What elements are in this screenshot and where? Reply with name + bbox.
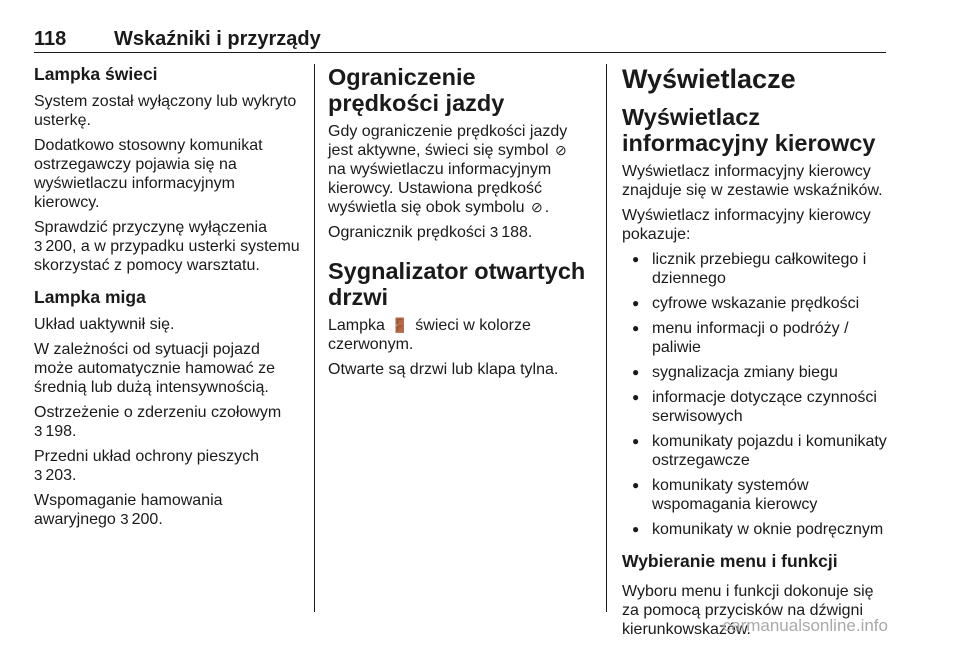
list-item: ● komunikaty w oknie podręcznym [622, 520, 890, 539]
page-ref-icon: 3 [34, 423, 43, 440]
paragraph: Wyświetlacz informacyjny kierowcy znajduje się w zestawie wskaźników. [622, 163, 883, 199]
column-3 [622, 64, 890, 645]
list-item: ● sygnalizacja zmiany biegu [622, 363, 890, 382]
speed-limiter-icon: ⊘ [530, 199, 543, 215]
heading-wybieranie-menu: Wybieranie menu i funkcji [622, 551, 838, 571]
paragraph: Sprawdzić przyczynę wyłączenia 3 200, a w przypadku usterki systemu skorzystać z pomocy warsztatu. [34, 219, 300, 274]
heading-wyswietlacze: Wyświetlacze [622, 64, 796, 94]
door-open-icon: 🚪 [391, 317, 409, 333]
speed-limiter-icon: ⊘ [554, 142, 567, 158]
page-ref-link[interactable]: 198. [45, 423, 77, 440]
paragraph: Ogranicznik prędkości 3 188. [328, 224, 533, 241]
column-2 [328, 64, 590, 385]
heading-lampka-swieci: Lampka świeci [34, 64, 158, 84]
list-item: ● licznik przebiegu całkowitego i dziennego [622, 250, 890, 288]
heading-ograniczenie: Ograniczenie prędkości jazdy [328, 64, 505, 116]
paragraph: W zależności od sytuacji pojazd może automatycznie hamować ze średnią lub dużą intensywnością. [34, 341, 275, 396]
heading-wyswietlacz-informacyjny: Wyświetlacz informacyjny kierowcy [622, 104, 876, 156]
page-number: 118 [34, 28, 67, 50]
column-divider-1 [314, 64, 315, 612]
list-item: ● komunikaty systemów wspomagania kierowcy [622, 476, 890, 514]
list-item: ● cyfrowe wskazanie prędkości [622, 294, 890, 313]
page-ref-link[interactable]: 188. [501, 224, 533, 241]
heading-drzwi: Sygnalizator otwartych drzwi [328, 258, 586, 310]
paragraph: Lampka 🚪 świeci w kolorze czerwonym. [328, 317, 531, 353]
column-divider-2 [606, 64, 607, 612]
paragraph: Przedni układ ochrony pieszych 3 203. [34, 448, 260, 484]
heading-lampka-miga: Lampka miga [34, 287, 146, 307]
page-ref-link[interactable]: 200, a w przypadku usterki systemu skorzystać z pomocy warsztatu. [34, 238, 300, 274]
paragraph: Wyboru menu i funkcji dokonuje się za pomocą przycisków na dźwigni kierunkowskazów. [622, 583, 874, 638]
list-item: ● komunikaty pojazdu i komunikaty ostrzegawcze [622, 432, 890, 470]
list-item: ● menu informacji o podróży / paliwie [622, 319, 890, 357]
paragraph: System został wyłączony lub wykryto usterkę. [34, 93, 297, 129]
page-ref-icon: 3 [120, 511, 129, 528]
watermark: carmanualsonline.info [722, 616, 888, 635]
list-item: ● informacje dotyczące czynności serwisowych [622, 388, 890, 426]
page-ref-icon: 3 [34, 467, 43, 484]
paragraph: Wspomaganie hamowania awaryjnego 3 200. [34, 492, 223, 528]
paragraph: Gdy ograniczenie prędkości jazdy jest aktywne, świeci się symbol ⊘ na wyświetlaczu informacyjnym kierowcy. Ustawiona prędkość wyświetla się obok symbolu ⊘ . [328, 123, 568, 216]
display-features-list [622, 250, 890, 539]
column-1 [34, 64, 300, 535]
paragraph: Dodatkowo stosowny komunikat ostrzegawczy pojawia się na wyświetlaczu informacyjnym kierowcy. [34, 137, 263, 211]
paragraph: Układ uaktywnił się. [34, 316, 175, 333]
page-title: Wskaźniki i przyrządy [114, 28, 321, 50]
page-header [34, 26, 886, 53]
page-ref-link[interactable]: 200. [131, 511, 163, 528]
paragraph: Otwarte są drzwi lub klapa tylna. [328, 361, 559, 378]
page-ref-icon: 3 [489, 224, 499, 241]
page-ref-link[interactable]: 203. [45, 467, 77, 484]
page-ref-icon: 3 [34, 238, 43, 255]
paragraph: Ostrzeżenie o zderzeniu czołowym 3 198. [34, 404, 282, 440]
paragraph: Wyświetlacz informacyjny kierowcy pokazuje: [622, 207, 871, 243]
